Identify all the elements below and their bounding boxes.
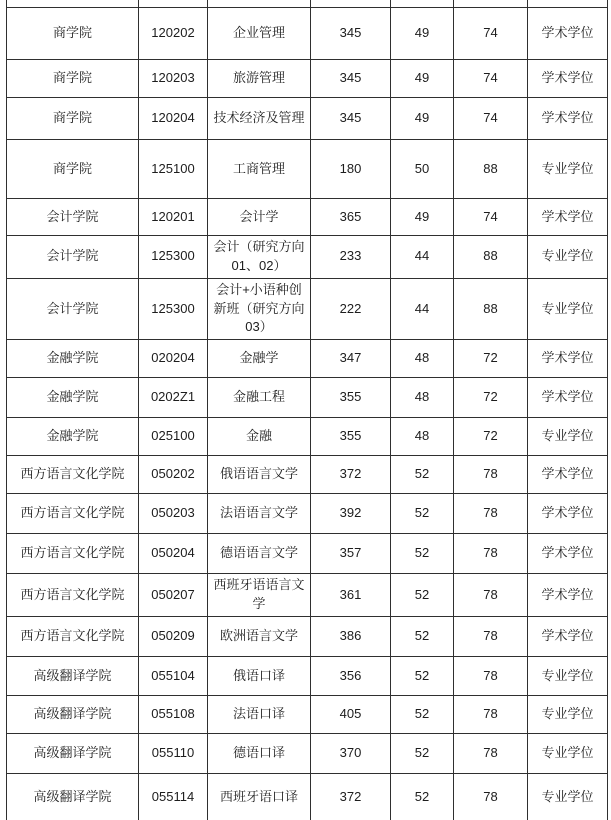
table-row bbox=[7, 378, 608, 418]
cell-major: 俄语口译 bbox=[208, 657, 311, 696]
cell-degree-type: 专业学位 bbox=[528, 734, 608, 774]
table-row bbox=[7, 199, 608, 236]
cell-score2: 49 bbox=[391, 199, 454, 236]
cell-degree-type: 专业学位 bbox=[528, 418, 608, 456]
cell-score3: 78 bbox=[454, 657, 528, 696]
cut-off-cell bbox=[139, 0, 208, 8]
cut-off-cell bbox=[311, 0, 391, 8]
table-row bbox=[7, 8, 608, 60]
table-row bbox=[7, 140, 608, 199]
table-row bbox=[7, 494, 608, 534]
cell-score1: 405 bbox=[311, 696, 391, 734]
cell-college: 金融学院 bbox=[7, 378, 139, 418]
cut-off-cell bbox=[391, 0, 454, 8]
cell-degree-type: 学术学位 bbox=[528, 98, 608, 140]
cell-score1: 345 bbox=[311, 98, 391, 140]
cell-score3: 78 bbox=[454, 696, 528, 734]
cell-score3: 72 bbox=[454, 340, 528, 378]
cell-major: 会计+小语种创新班（研究方向03） bbox=[208, 278, 311, 340]
cell-score1: 372 bbox=[311, 456, 391, 494]
cell-score2: 44 bbox=[391, 236, 454, 279]
cell-code: 055114 bbox=[139, 774, 208, 820]
cell-score2: 52 bbox=[391, 574, 454, 617]
cell-degree-type: 学术学位 bbox=[528, 378, 608, 418]
cut-off-cell bbox=[454, 0, 528, 8]
cell-code: 055104 bbox=[139, 657, 208, 696]
cell-major: 德语口译 bbox=[208, 734, 311, 774]
cell-major: 工商管理 bbox=[208, 140, 311, 199]
cell-college: 商学院 bbox=[7, 140, 139, 199]
cell-score3: 74 bbox=[454, 8, 528, 60]
cell-code: 025100 bbox=[139, 418, 208, 456]
cell-college: 金融学院 bbox=[7, 418, 139, 456]
table-row bbox=[7, 340, 608, 378]
cell-college: 商学院 bbox=[7, 8, 139, 60]
table-row bbox=[7, 98, 608, 140]
cell-code: 050209 bbox=[139, 617, 208, 657]
cell-score2: 48 bbox=[391, 378, 454, 418]
cell-score1: 386 bbox=[311, 617, 391, 657]
cut-off-cell bbox=[528, 0, 608, 8]
table-row bbox=[7, 696, 608, 734]
cell-score1: 180 bbox=[311, 140, 391, 199]
cell-score3: 78 bbox=[454, 494, 528, 534]
cell-score3: 72 bbox=[454, 418, 528, 456]
table-row bbox=[7, 456, 608, 494]
cell-score3: 74 bbox=[454, 60, 528, 98]
cell-college: 高级翻译学院 bbox=[7, 774, 139, 820]
cell-score2: 52 bbox=[391, 657, 454, 696]
cell-score1: 355 bbox=[311, 418, 391, 456]
cell-major: 金融学 bbox=[208, 340, 311, 378]
table-row bbox=[7, 574, 608, 617]
cell-score2: 52 bbox=[391, 774, 454, 820]
table-row bbox=[7, 278, 608, 340]
cell-score1: 356 bbox=[311, 657, 391, 696]
cell-major: 法语口译 bbox=[208, 696, 311, 734]
table-body bbox=[7, 0, 608, 820]
cell-college: 西方语言文化学院 bbox=[7, 574, 139, 617]
cell-college: 西方语言文化学院 bbox=[7, 494, 139, 534]
cell-score2: 49 bbox=[391, 60, 454, 98]
cell-score2: 52 bbox=[391, 494, 454, 534]
cell-score1: 233 bbox=[311, 236, 391, 279]
cell-code: 125300 bbox=[139, 278, 208, 340]
cell-score2: 52 bbox=[391, 734, 454, 774]
cell-score1: 361 bbox=[311, 574, 391, 617]
cell-code: 050203 bbox=[139, 494, 208, 534]
cell-degree-type: 专业学位 bbox=[528, 140, 608, 199]
cell-college: 会计学院 bbox=[7, 236, 139, 279]
cell-score1: 372 bbox=[311, 774, 391, 820]
cell-score1: 347 bbox=[311, 340, 391, 378]
cell-score3: 74 bbox=[454, 199, 528, 236]
cell-code: 055108 bbox=[139, 696, 208, 734]
cell-degree-type: 学术学位 bbox=[528, 60, 608, 98]
cell-score3: 78 bbox=[454, 734, 528, 774]
cut-off-row bbox=[7, 0, 608, 8]
table-row bbox=[7, 617, 608, 657]
cell-college: 会计学院 bbox=[7, 278, 139, 340]
cell-college: 高级翻译学院 bbox=[7, 696, 139, 734]
cell-degree-type: 学术学位 bbox=[528, 340, 608, 378]
table-row bbox=[7, 60, 608, 98]
cell-score2: 52 bbox=[391, 696, 454, 734]
cell-college: 商学院 bbox=[7, 98, 139, 140]
cell-code: 120202 bbox=[139, 8, 208, 60]
cell-major: 西班牙语语言文学 bbox=[208, 574, 311, 617]
cell-score1: 392 bbox=[311, 494, 391, 534]
cell-degree-type: 学术学位 bbox=[528, 8, 608, 60]
cell-score1: 222 bbox=[311, 278, 391, 340]
cell-score2: 48 bbox=[391, 340, 454, 378]
cell-major: 技术经济及管理 bbox=[208, 98, 311, 140]
cell-score3: 78 bbox=[454, 617, 528, 657]
cell-degree-type: 学术学位 bbox=[528, 199, 608, 236]
table-row bbox=[7, 734, 608, 774]
cut-off-cell bbox=[208, 0, 311, 8]
cell-major: 俄语语言文学 bbox=[208, 456, 311, 494]
cell-score1: 357 bbox=[311, 534, 391, 574]
admission-score-table bbox=[6, 0, 608, 820]
cell-code: 050202 bbox=[139, 456, 208, 494]
cell-score3: 74 bbox=[454, 98, 528, 140]
cell-college: 商学院 bbox=[7, 60, 139, 98]
cell-score3: 72 bbox=[454, 378, 528, 418]
cell-degree-type: 学术学位 bbox=[528, 456, 608, 494]
cell-score3: 78 bbox=[454, 574, 528, 617]
cell-major: 会计学 bbox=[208, 199, 311, 236]
cell-score2: 48 bbox=[391, 418, 454, 456]
cell-college: 西方语言文化学院 bbox=[7, 456, 139, 494]
cell-degree-type: 专业学位 bbox=[528, 696, 608, 734]
cell-code: 050204 bbox=[139, 534, 208, 574]
cell-score2: 44 bbox=[391, 278, 454, 340]
cell-score1: 370 bbox=[311, 734, 391, 774]
cell-major: 德语语言文学 bbox=[208, 534, 311, 574]
cell-score3: 88 bbox=[454, 236, 528, 279]
cell-score2: 52 bbox=[391, 617, 454, 657]
cell-degree-type: 学术学位 bbox=[528, 574, 608, 617]
cell-major: 金融工程 bbox=[208, 378, 311, 418]
cell-degree-type: 学术学位 bbox=[528, 617, 608, 657]
table-row bbox=[7, 418, 608, 456]
cell-score3: 88 bbox=[454, 140, 528, 199]
table-row bbox=[7, 774, 608, 820]
cell-score3: 88 bbox=[454, 278, 528, 340]
cell-degree-type: 专业学位 bbox=[528, 236, 608, 279]
cell-major: 西班牙语口译 bbox=[208, 774, 311, 820]
cell-degree-type: 学术学位 bbox=[528, 494, 608, 534]
cell-score3: 78 bbox=[454, 456, 528, 494]
cell-degree-type: 学术学位 bbox=[528, 534, 608, 574]
cell-score3: 78 bbox=[454, 774, 528, 820]
cut-off-cell bbox=[7, 0, 139, 8]
cell-score1: 365 bbox=[311, 199, 391, 236]
cell-code: 050207 bbox=[139, 574, 208, 617]
cell-degree-type: 专业学位 bbox=[528, 657, 608, 696]
cell-code: 120203 bbox=[139, 60, 208, 98]
cell-major: 金融 bbox=[208, 418, 311, 456]
cell-college: 西方语言文化学院 bbox=[7, 617, 139, 657]
cell-college: 高级翻译学院 bbox=[7, 657, 139, 696]
cell-code: 125100 bbox=[139, 140, 208, 199]
cell-college: 西方语言文化学院 bbox=[7, 534, 139, 574]
cell-score3: 78 bbox=[454, 534, 528, 574]
cell-score2: 52 bbox=[391, 456, 454, 494]
table-row bbox=[7, 657, 608, 696]
cell-code: 0202Z1 bbox=[139, 378, 208, 418]
cell-score1: 355 bbox=[311, 378, 391, 418]
cell-degree-type: 专业学位 bbox=[528, 278, 608, 340]
table-row bbox=[7, 534, 608, 574]
cell-degree-type: 专业学位 bbox=[528, 774, 608, 820]
cell-score2: 50 bbox=[391, 140, 454, 199]
cell-code: 120201 bbox=[139, 199, 208, 236]
cell-college: 金融学院 bbox=[7, 340, 139, 378]
cell-code: 120204 bbox=[139, 98, 208, 140]
cell-code: 055110 bbox=[139, 734, 208, 774]
cell-score2: 49 bbox=[391, 98, 454, 140]
cell-major: 旅游管理 bbox=[208, 60, 311, 98]
cell-college: 高级翻译学院 bbox=[7, 734, 139, 774]
cell-score1: 345 bbox=[311, 60, 391, 98]
cell-score1: 345 bbox=[311, 8, 391, 60]
cell-major: 会计（研究方向01、02） bbox=[208, 236, 311, 279]
cell-major: 企业管理 bbox=[208, 8, 311, 60]
cell-code: 020204 bbox=[139, 340, 208, 378]
cell-score2: 49 bbox=[391, 8, 454, 60]
cell-major: 法语语言文学 bbox=[208, 494, 311, 534]
table-row bbox=[7, 236, 608, 279]
cell-college: 会计学院 bbox=[7, 199, 139, 236]
cell-major: 欧洲语言文学 bbox=[208, 617, 311, 657]
cell-score2: 52 bbox=[391, 534, 454, 574]
cell-code: 125300 bbox=[139, 236, 208, 279]
